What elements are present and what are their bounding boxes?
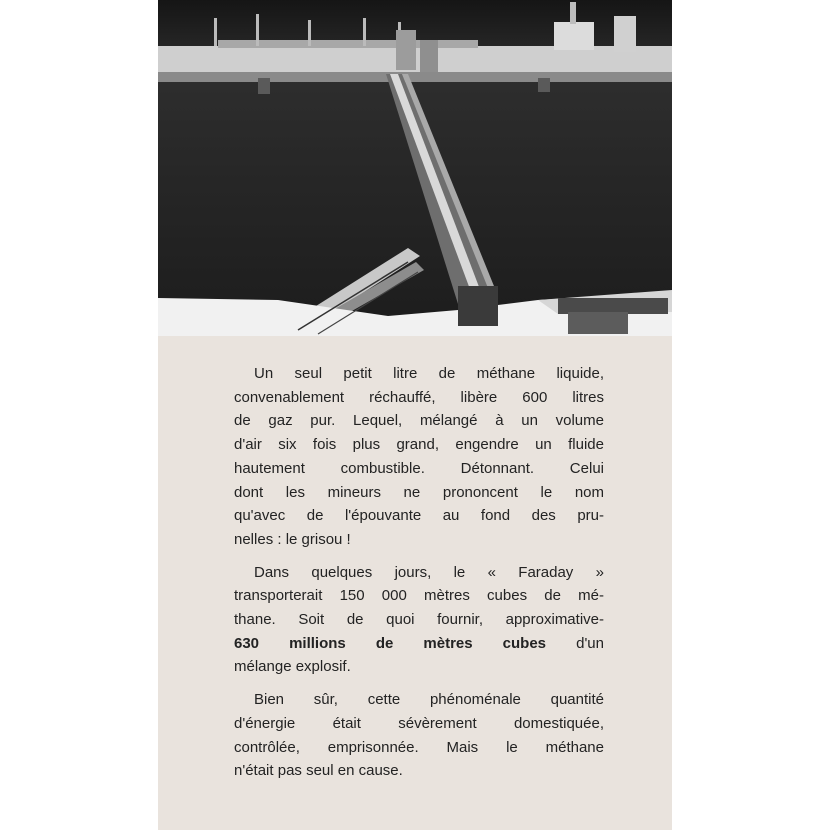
text-line: thane. Soit de quoi fournir, approximative- — [234, 611, 604, 629]
text-line: hautement combustible. Détonnant. Celui — [234, 459, 604, 477]
text-line: transporterait 150 000 mètres cubes de mé- — [234, 587, 604, 605]
photo-illustration — [158, 0, 672, 336]
text-line: convenablement réchauffé, libère 600 litres — [234, 388, 604, 406]
paragraph-1 — [234, 362, 604, 552]
text-line: de gaz pur. Lequel, mélangé à un volume — [234, 412, 604, 430]
text-line: d'énergie était sévèrement domestiquée, — [234, 714, 604, 732]
text-line: dont les mineurs ne prononcent le nom — [234, 483, 604, 501]
text-line: Dans quelques jours, le « Faraday » — [254, 563, 604, 581]
text-line: mélange explosif. — [234, 658, 351, 676]
text-fragment: d'un — [546, 634, 604, 652]
text-line: Un seul petit litre de méthane liquide, — [254, 365, 604, 382]
text-line: n'était pas seul en cause. — [234, 762, 403, 780]
text-line: nelles : le grisou ! — [234, 530, 351, 548]
text-line: qu'avec de l'épouvante au fond des pru- — [234, 507, 604, 525]
text-line: d'air six fois plus grand, engendre un fluide — [234, 436, 604, 454]
body-text — [234, 362, 604, 792]
paragraph-2 — [234, 561, 604, 680]
paragraph-3 — [234, 688, 604, 783]
text-line: Bien sûr, cette phénoménale quantité — [254, 691, 604, 709]
emphasized-quantity: 630 millions de mètres cubes — [234, 634, 547, 652]
text-line: contrôlée, emprisonnée. Mais le méthane — [234, 738, 604, 756]
tanker-terminal-photo — [158, 0, 672, 336]
book-page — [158, 0, 672, 830]
text-line-with-emphasis — [234, 632, 604, 656]
